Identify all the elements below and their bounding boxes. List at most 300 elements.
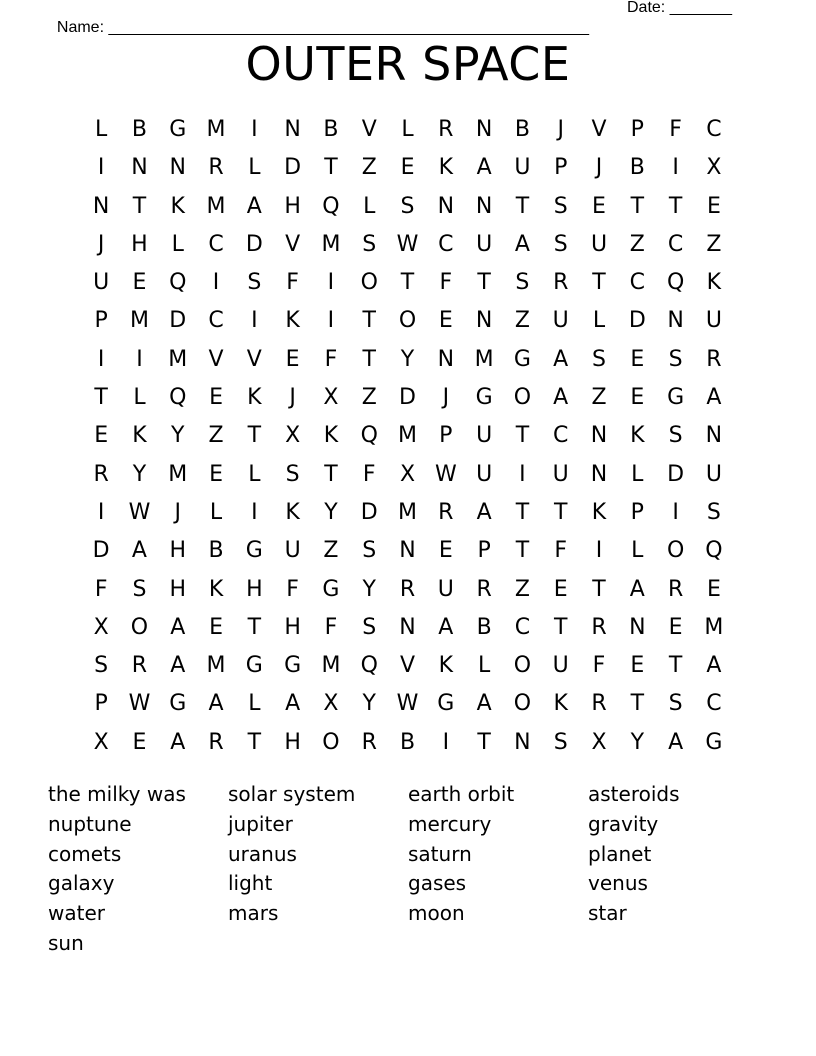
grid-cell: N <box>131 155 148 181</box>
grid-cell: L <box>248 691 261 717</box>
grid-cell: L <box>209 499 223 525</box>
grid-cell: R <box>438 117 454 142</box>
grid-cell: G <box>169 691 187 717</box>
grid-cell: Q <box>666 270 685 296</box>
grid-cell: N <box>284 117 301 142</box>
grid-cell: G <box>513 346 531 372</box>
grid-cell: I <box>251 308 258 334</box>
grid-cell: N <box>437 346 455 372</box>
grid-cell: M <box>206 117 226 142</box>
grid-cell: F <box>286 270 299 296</box>
grid-cell: R <box>93 461 109 487</box>
grid-cell: B <box>131 117 147 142</box>
word-list-item: asteroids <box>588 782 680 806</box>
grid-cell: J <box>557 117 564 142</box>
grid-cell: T <box>515 499 530 525</box>
grid-cell: I <box>595 538 603 564</box>
grid-cell: K <box>208 576 224 602</box>
grid-cell: K <box>706 270 722 296</box>
grid-cell: B <box>476 614 492 640</box>
grid-cell: J <box>97 231 105 257</box>
grid-cell: H <box>169 538 187 564</box>
grid-cell: X <box>323 385 339 411</box>
grid-cell: T <box>515 538 530 564</box>
grid-row <box>82 417 734 455</box>
grid-cell: O <box>398 308 417 334</box>
grid-cell: U <box>437 576 454 602</box>
grid-cell: Y <box>400 346 415 372</box>
grid-cell: F <box>439 270 453 296</box>
grid-cell: T <box>247 729 262 755</box>
grid-cell: X <box>591 729 607 755</box>
grid-cell: S <box>668 423 683 449</box>
grid-cell: B <box>514 117 530 142</box>
grid-cell: P <box>554 155 568 181</box>
grid-cell: T <box>400 270 415 296</box>
grid-cell: I <box>97 155 105 181</box>
grid-cell: Q <box>169 270 187 296</box>
grid-cell: I <box>97 346 105 372</box>
grid-cell: K <box>285 308 300 334</box>
grid-cell: E <box>132 270 147 296</box>
grid-cell: T <box>362 308 376 334</box>
grid-cell: N <box>475 117 493 142</box>
grid-cell: V <box>208 346 224 372</box>
word-list-item: gravity <box>588 811 659 836</box>
grid-cell: E <box>285 346 300 372</box>
grid-cell: T <box>362 346 376 372</box>
grid-cell: R <box>476 576 492 602</box>
grid-cell: J <box>442 385 450 411</box>
grid-cell: R <box>131 653 148 679</box>
grid-cell: L <box>363 193 376 219</box>
grid-cell: Y <box>630 729 645 755</box>
grid-cell: Z <box>361 155 377 181</box>
grid-cell: C <box>706 691 722 717</box>
grid-cell: G <box>475 385 493 411</box>
grid-row <box>82 571 734 609</box>
grid-cell: W <box>434 461 457 487</box>
grid-cell: N <box>629 614 646 640</box>
grid-row <box>82 302 734 340</box>
grid-cell: S <box>94 653 109 679</box>
grid-cell: I <box>442 729 450 755</box>
grid-cell: N <box>667 308 684 334</box>
grid-cell: M <box>206 653 226 679</box>
grid-cell: S <box>285 461 300 487</box>
grid-cell: E <box>668 614 683 640</box>
grid-row <box>82 264 734 302</box>
grid-cell: G <box>667 385 685 411</box>
grid-cell: Y <box>324 499 338 525</box>
grid-cell: Z <box>629 231 645 257</box>
grid-cell: C <box>208 231 224 257</box>
grid-row <box>82 149 734 187</box>
grid-cell: A <box>170 614 186 640</box>
grid-cell: K <box>630 423 645 449</box>
grid-cell: K <box>247 385 262 411</box>
grid-cell: R <box>208 729 224 755</box>
grid-cell: M <box>206 193 226 219</box>
grid-cell: G <box>284 653 302 679</box>
grid-cell: U <box>476 423 493 449</box>
word-list-item: gases <box>408 871 467 896</box>
grid-cell: P <box>630 499 644 525</box>
grid-cell: S <box>132 576 147 602</box>
grid-cell: F <box>669 117 682 142</box>
grid-cell: X <box>285 423 301 449</box>
grid-cell: G <box>245 538 263 564</box>
grid-cell: T <box>247 423 262 449</box>
grid-cell: Y <box>132 461 147 487</box>
grid-cell: H <box>284 614 301 640</box>
grid-cell: Q <box>360 423 378 449</box>
grid-row <box>82 188 734 226</box>
grid-cell: H <box>169 576 187 602</box>
grid-cell: A <box>553 346 569 372</box>
grid-cell: T <box>515 423 530 449</box>
grid-cell: E <box>706 576 721 602</box>
date-label: Date: <box>627 0 666 16</box>
grid-cell: H <box>246 576 263 602</box>
grid-cell: S <box>668 691 683 717</box>
grid-cell: S <box>553 193 568 219</box>
word-list-item: saturn <box>408 841 472 866</box>
grid-cell: L <box>592 308 606 334</box>
word-list-item: the milky was <box>48 782 186 806</box>
grid-cell: Y <box>171 423 185 449</box>
grid-cell: O <box>666 538 685 564</box>
grid-cell: A <box>668 729 684 755</box>
grid-cell: S <box>553 231 568 257</box>
grid-cell: G <box>437 691 455 717</box>
grid-cell: D <box>284 155 302 181</box>
grid-cell: L <box>631 461 644 487</box>
grid-cell: C <box>208 308 224 334</box>
word-list-item: water <box>48 901 105 926</box>
grid-cell: P <box>630 117 644 142</box>
grid-cell: G <box>705 729 723 755</box>
grid-cell: V <box>361 117 377 142</box>
grid-cell: R <box>667 576 684 602</box>
grid-cell: M <box>398 423 418 449</box>
grid-cell: N <box>169 155 186 181</box>
grid-cell: R <box>438 499 454 525</box>
grid-row <box>82 647 734 685</box>
grid-cell: S <box>400 193 415 219</box>
grid-cell: M <box>168 346 188 372</box>
grid-cell: K <box>438 653 454 679</box>
grid-cell: Y <box>362 691 376 717</box>
grid-cell: U <box>284 538 301 564</box>
grid-cell: G <box>169 117 187 142</box>
grid-cell: W <box>396 691 419 717</box>
grid-cell: U <box>705 461 722 487</box>
grid-cell: E <box>553 576 568 602</box>
grid-cell: K <box>323 423 339 449</box>
grid-cell: N <box>92 193 110 219</box>
grid-cell: N <box>399 614 416 640</box>
grid-cell: U <box>705 308 722 334</box>
grid-cell: F <box>324 614 338 640</box>
grid-cell: N <box>590 423 608 449</box>
grid-cell: O <box>513 691 532 717</box>
date-field <box>627 0 732 18</box>
word-list <box>48 780 808 959</box>
grid-cell: T <box>132 193 147 219</box>
grid-cell: X <box>93 729 109 755</box>
grid-cell: U <box>476 461 493 487</box>
grid-cell: H <box>131 231 148 257</box>
grid-cell: S <box>592 346 606 372</box>
grid-cell: I <box>519 461 526 487</box>
grid-cell: F <box>554 538 568 564</box>
grid-cell: M <box>168 461 188 487</box>
grid-cell: E <box>132 729 147 755</box>
grid-cell: V <box>399 653 416 679</box>
grid-cell: R <box>208 155 224 181</box>
grid-cell: A <box>170 729 186 755</box>
grid-cell: K <box>591 499 607 525</box>
grid-cell: S <box>362 231 377 257</box>
grid-cell: R <box>399 576 416 602</box>
grid-cell: E <box>630 653 645 679</box>
grid-cell: R <box>706 346 722 372</box>
grid-cell: L <box>95 117 108 142</box>
grid-cell: H <box>284 193 301 219</box>
grid-cell: M <box>398 499 418 525</box>
grid-cell: J <box>289 385 296 411</box>
grid-cell: Q <box>360 653 378 679</box>
grid-cell: C <box>629 270 645 296</box>
grid-cell: G <box>322 576 340 602</box>
grid-cell: U <box>93 270 110 296</box>
grid-cell: Z <box>514 576 530 602</box>
grid-cell: Z <box>208 423 224 449</box>
grid-cell: F <box>324 346 338 372</box>
word-list-item: sun <box>48 930 84 955</box>
grid-cell: X <box>706 155 722 181</box>
grid-cell: S <box>668 346 683 372</box>
grid-cell: A <box>476 691 492 717</box>
grid-cell: U <box>590 231 608 257</box>
word-list-item: nuptune <box>48 811 132 836</box>
grid-cell: I <box>672 499 679 525</box>
grid-cell: Z <box>706 231 722 257</box>
grid-cell: I <box>212 270 220 296</box>
grid-cell: J <box>595 155 603 181</box>
grid-cell: I <box>251 117 258 142</box>
grid-row <box>82 226 734 264</box>
grid-cell: K <box>553 691 568 717</box>
grid-cell: T <box>247 614 262 640</box>
grid-cell: D <box>399 385 416 411</box>
grid-cell: V <box>591 117 607 142</box>
grid-cell: R <box>591 614 607 640</box>
grid-cell: N <box>437 193 455 219</box>
grid-cell: I <box>327 270 335 296</box>
grid-cell: O <box>513 385 532 411</box>
grid-row <box>82 379 734 417</box>
grid-cell: A <box>706 653 722 679</box>
grid-cell: I <box>97 499 105 525</box>
grid-cell: A <box>476 499 492 525</box>
page-title: OUTER SPACE <box>245 37 571 91</box>
header-line <box>48 0 748 36</box>
grid-cell: M <box>704 614 724 640</box>
grid-cell: U <box>476 231 493 257</box>
grid-cell: T <box>553 499 568 525</box>
grid-cell: X <box>399 461 416 487</box>
grid-row <box>82 685 734 723</box>
grid-cell: X <box>323 691 339 717</box>
grid-cell: V <box>246 346 262 372</box>
grid-cell: S <box>553 729 568 755</box>
grid-cell: Q <box>169 385 187 411</box>
grid-cell: E <box>630 346 645 372</box>
grid-cell: S <box>362 614 377 640</box>
grid-cell: I <box>327 308 335 334</box>
grid-cell: K <box>170 193 185 219</box>
grid-cell: N <box>475 308 493 334</box>
grid-cell: U <box>552 461 569 487</box>
grid-cell: V <box>285 231 301 257</box>
grid-cell: O <box>360 270 378 296</box>
grid-cell: F <box>362 461 376 487</box>
grid-cell: E <box>209 385 223 411</box>
grid-cell: T <box>324 461 338 487</box>
grid-row <box>82 341 734 379</box>
grid-cell: W <box>396 231 419 257</box>
grid-cell: T <box>324 155 338 181</box>
grid-cell: T <box>94 385 108 411</box>
grid-cell: T <box>592 270 606 296</box>
grid-cell: M <box>474 346 494 372</box>
grid-cell: C <box>553 423 569 449</box>
grid-row <box>82 456 734 494</box>
grid-cell: K <box>285 499 300 525</box>
grid-cell: F <box>592 653 606 679</box>
word-list-item: light <box>228 871 273 896</box>
grid-cell: A <box>285 691 301 717</box>
grid-cell: D <box>92 538 110 564</box>
grid-cell: E <box>630 385 645 411</box>
grid-cell: R <box>361 729 377 755</box>
grid-cell: W <box>128 691 151 717</box>
grid-cell: B <box>323 117 339 142</box>
grid-cell: L <box>133 385 146 411</box>
grid-cell: K <box>438 155 454 181</box>
grid-cell: I <box>136 346 143 372</box>
grid-cell: A <box>246 193 262 219</box>
word-list-item: solar system <box>228 782 356 806</box>
grid-cell: S <box>706 499 721 525</box>
grid-cell: O <box>513 653 532 679</box>
grid-cell: I <box>672 155 679 181</box>
grid-cell: L <box>631 538 644 564</box>
grid-cell: O <box>322 729 340 755</box>
grid-cell: C <box>438 231 454 257</box>
word-list-item: comets <box>48 841 122 866</box>
grid-cell: N <box>705 423 723 449</box>
grid-cell: H <box>284 729 301 755</box>
grid-cell: A <box>476 155 492 181</box>
grid-cell: L <box>248 461 261 487</box>
grid-cell: F <box>94 576 108 602</box>
grid-cell: C <box>514 614 531 640</box>
word-list-item: star <box>588 901 627 926</box>
grid-cell: U <box>514 155 531 181</box>
grid-cell: A <box>706 385 722 411</box>
grid-cell: T <box>515 193 530 219</box>
grid-cell: M <box>321 653 341 679</box>
word-list-item: mars <box>228 901 279 926</box>
grid-cell: T <box>668 653 683 679</box>
grid-cell: S <box>247 270 262 296</box>
grid-cell: A <box>629 576 645 602</box>
grid-cell: P <box>439 423 453 449</box>
word-list-item: mercury <box>408 811 492 836</box>
grid-cell: P <box>477 538 491 564</box>
grid-cell: S <box>362 538 377 564</box>
grid-cell: W <box>128 499 151 525</box>
grid-row <box>82 111 734 149</box>
grid-cell: I <box>251 499 258 525</box>
grid-row <box>82 532 734 570</box>
grid-cell: A <box>553 385 569 411</box>
grid-cell: R <box>553 270 569 296</box>
grid-cell: E <box>438 538 453 564</box>
grid-cell: E <box>209 461 223 487</box>
grid-cell: A <box>514 231 530 257</box>
grid-cell: Z <box>514 308 530 334</box>
grid-cell: Y <box>362 576 376 602</box>
grid-cell: R <box>591 691 607 717</box>
grid-cell: L <box>477 653 491 679</box>
grid-cell: L <box>401 117 414 142</box>
grid-cell: D <box>667 461 685 487</box>
grid-cell: Z <box>323 538 339 564</box>
name-field-line: ______________________________________________________ <box>104 19 589 36</box>
grid-cell: Z <box>591 385 607 411</box>
letter-grid <box>82 111 734 762</box>
word-list-item: earth orbit <box>408 782 515 806</box>
word-list-item: uranus <box>228 841 297 866</box>
grid-cell: T <box>630 193 645 219</box>
grid-cell: M <box>129 308 149 334</box>
word-list-item: planet <box>588 841 652 866</box>
grid-cell: T <box>592 576 606 602</box>
grid-cell: B <box>399 729 416 755</box>
grid-cell: N <box>475 193 493 219</box>
grid-cell: Q <box>322 193 340 219</box>
grid-cell: J <box>174 499 181 525</box>
grid-cell: P <box>94 691 108 717</box>
grid-cell: Q <box>705 538 723 564</box>
grid-row <box>82 609 734 647</box>
grid-cell: X <box>93 614 109 640</box>
grid-cell: L <box>248 155 261 181</box>
grid-cell: D <box>169 308 187 334</box>
word-list-item: jupiter <box>228 811 293 836</box>
grid-cell: E <box>706 193 721 219</box>
grid-cell: E <box>592 193 606 219</box>
grid-cell: A <box>208 691 224 717</box>
grid-cell: P <box>94 308 108 334</box>
name-label: Name: <box>56 19 105 36</box>
grid-cell: N <box>399 538 416 564</box>
grid-cell: K <box>132 423 147 449</box>
